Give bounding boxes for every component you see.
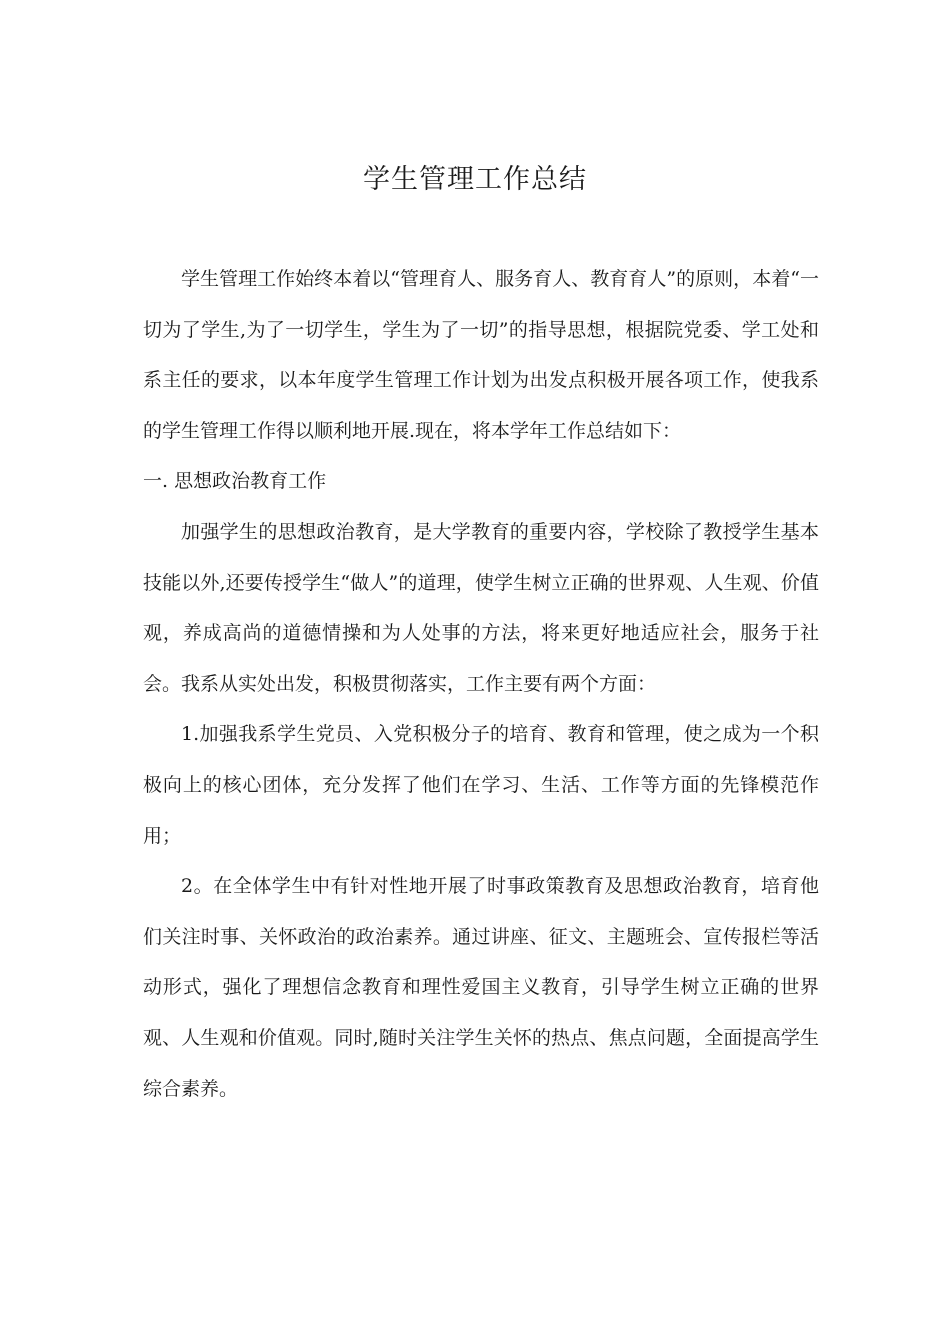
list-item-2: 2。在全体学生中有针对性地开展了时事政策教育及思想政治教育，培育他们关注时事、关怀政治的政治素养。通过讲座、征文、主题班会、宣传报栏等活动形式，强化了理想信念教育和理性爱国主义教育，引导学生树立正确的世界观、人生观和价值观。同时,随时关注学生关怀的热点、焦点问题，全面提高学生综合素养。 — [143, 875, 819, 1100]
section-paragraph: 加强学生的思想政治教育，是大学教育的重要内容，学校除了教授学生基本技能以外,还要传授学生“做人”的道理，使学生树立正确的世界观、人生观、价值观，养成高尚的道德情操和为人处事的方法，将来更好地适应社会，服务于社会。我系从实处出发，积极贯彻落实，工作主要有两个方面： — [143, 520, 819, 695]
intro-paragraph: 学生管理工作始终本着以“管理育人、服务育人、教育育人”的原则，本着“一切为了学生,为了一切学生，学生为了一切”的指导思想，根据院党委、学工处和系主任的要求，以本年度学生管理工作计划为出发点积极开展各项工作，使我系的学生管理工作得以顺利地开展.现在，将本学年工作总结如下： — [143, 268, 819, 442]
document-title: 学生管理工作总结 — [363, 164, 587, 195]
list-item-1: 1.加强我系学生党员、入党积极分子的培育、教育和管理，使之成为一个积极向上的核心团体，充分发挥了他们在学习、生活、工作等方面的先锋模范作用； — [143, 723, 819, 847]
section-heading: 一. 思想政治教育工作 — [143, 470, 327, 493]
document-body — [143, 254, 819, 1114]
